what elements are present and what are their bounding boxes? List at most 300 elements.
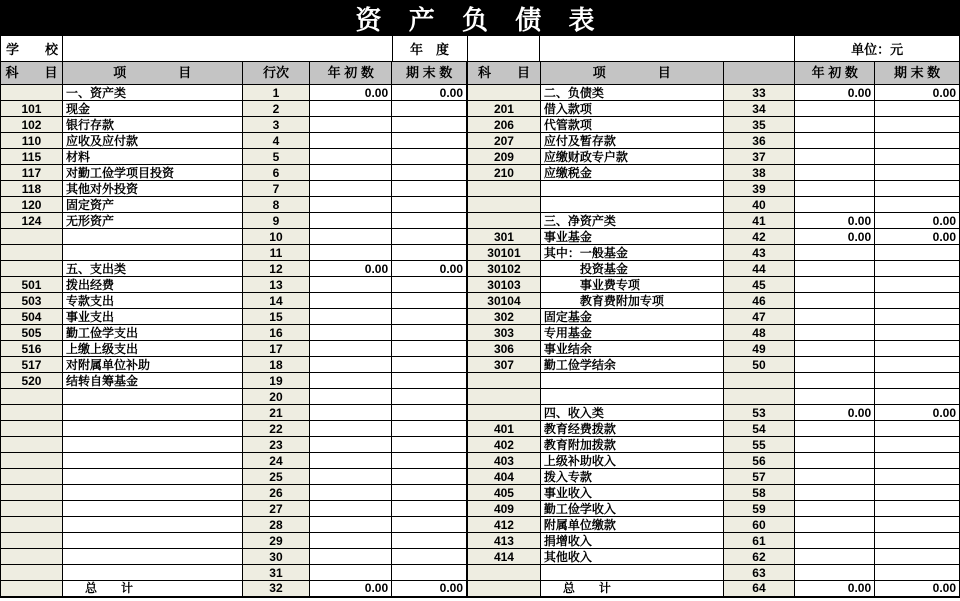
subject-code-cell[interactable]: 412 <box>468 517 541 533</box>
begin-value-cell[interactable] <box>310 309 392 325</box>
begin-value-cell[interactable] <box>795 101 875 117</box>
end-value-cell[interactable] <box>875 517 960 533</box>
row-number-cell[interactable]: 57 <box>723 469 795 485</box>
begin-value-cell[interactable] <box>795 389 875 405</box>
subject-code-cell[interactable] <box>468 373 541 389</box>
item-cell[interactable] <box>62 389 242 405</box>
item-cell[interactable]: 三、净资产类 <box>540 213 723 229</box>
rowno-header[interactable]: 行次 <box>242 62 310 85</box>
subject-code-cell[interactable]: 206 <box>468 117 541 133</box>
subject-code-cell[interactable] <box>1 533 63 549</box>
item-cell[interactable]: 二、负债类 <box>540 85 723 101</box>
item-cell[interactable]: 四、收入类 <box>540 405 723 421</box>
begin-value-cell[interactable]: 0.00 <box>795 405 875 421</box>
begin-value-cell[interactable] <box>795 549 875 565</box>
year-value-cell[interactable] <box>468 36 541 61</box>
item-cell[interactable] <box>540 565 723 581</box>
subject-code-cell[interactable]: 101 <box>1 101 63 117</box>
begin-value-cell[interactable] <box>310 277 392 293</box>
item-cell[interactable]: 结转自筹基金 <box>62 373 242 389</box>
item-cell[interactable]: 总 计 <box>62 581 242 597</box>
begin-value-cell[interactable] <box>310 117 392 133</box>
end-value-cell[interactable] <box>875 565 960 581</box>
row-number-cell[interactable]: 64 <box>723 581 795 597</box>
item-cell[interactable]: 拨出经费 <box>62 277 242 293</box>
begin-value-cell[interactable] <box>795 181 875 197</box>
end-value-cell[interactable] <box>875 325 960 341</box>
begin-value-cell[interactable] <box>310 149 392 165</box>
subject-code-cell[interactable] <box>1 485 63 501</box>
begin-value-cell[interactable] <box>310 485 392 501</box>
row-number-cell[interactable]: 18 <box>242 357 310 373</box>
item-cell[interactable] <box>62 405 242 421</box>
item-cell[interactable]: 现金 <box>62 101 242 117</box>
item-cell[interactable]: 教育经费拨款 <box>540 421 723 437</box>
item-cell[interactable]: 事业结余 <box>540 341 723 357</box>
item-cell[interactable]: 总 计 <box>540 581 723 597</box>
item-cell[interactable]: 教育费附加专项 <box>540 293 723 309</box>
subject-code-cell[interactable] <box>1 549 63 565</box>
end-value-cell[interactable] <box>392 133 467 149</box>
begin-value-cell[interactable] <box>795 373 875 389</box>
subject-code-cell[interactable] <box>1 421 63 437</box>
subject-code-cell[interactable] <box>1 565 63 581</box>
begin-value-cell[interactable] <box>310 325 392 341</box>
subject-code-cell[interactable]: 30103 <box>468 277 541 293</box>
end-value-cell[interactable] <box>875 261 960 277</box>
row-number-cell[interactable]: 50 <box>723 357 795 373</box>
item-cell[interactable]: 对勤工俭学项目投资 <box>62 165 242 181</box>
row-number-cell[interactable]: 23 <box>242 437 310 453</box>
row-number-cell[interactable]: 27 <box>242 501 310 517</box>
subject-code-cell[interactable]: 401 <box>468 421 541 437</box>
subject-code-cell[interactable] <box>1 389 63 405</box>
row-number-cell[interactable]: 56 <box>723 453 795 469</box>
end-value-cell[interactable] <box>392 325 467 341</box>
begin-value-cell[interactable] <box>310 469 392 485</box>
row-number-cell[interactable]: 33 <box>723 85 795 101</box>
begin-value-cell[interactable] <box>310 533 392 549</box>
row-number-cell[interactable]: 17 <box>242 341 310 357</box>
info-blank-cell[interactable] <box>540 36 795 61</box>
subject-code-cell[interactable]: 209 <box>468 149 541 165</box>
row-number-cell[interactable]: 29 <box>242 533 310 549</box>
item-cell[interactable] <box>62 453 242 469</box>
begin-value-cell[interactable] <box>795 261 875 277</box>
begin-value-cell[interactable] <box>310 229 392 245</box>
row-number-cell[interactable]: 34 <box>723 101 795 117</box>
end-value-cell[interactable] <box>392 517 467 533</box>
subject-code-cell[interactable]: 403 <box>468 453 541 469</box>
row-number-cell[interactable]: 46 <box>723 293 795 309</box>
subject-code-cell[interactable] <box>468 213 541 229</box>
end-value-cell[interactable] <box>392 229 467 245</box>
begin-value-cell[interactable] <box>310 549 392 565</box>
row-number-cell[interactable]: 31 <box>242 565 310 581</box>
end-value-cell[interactable] <box>392 101 467 117</box>
row-number-cell[interactable]: 32 <box>242 581 310 597</box>
item-cell[interactable] <box>62 549 242 565</box>
item-cell[interactable]: 事业支出 <box>62 309 242 325</box>
end-value-cell[interactable] <box>875 101 960 117</box>
end-value-cell[interactable] <box>875 533 960 549</box>
subject-code-cell[interactable] <box>1 437 63 453</box>
begin-value-cell[interactable] <box>310 453 392 469</box>
subject-code-cell[interactable]: 306 <box>468 341 541 357</box>
subject-code-cell[interactable]: 115 <box>1 149 63 165</box>
begin-header[interactable]: 年 初 数 <box>795 62 875 85</box>
begin-value-cell[interactable] <box>310 501 392 517</box>
begin-value-cell[interactable] <box>795 485 875 501</box>
item-cell[interactable] <box>62 565 242 581</box>
begin-value-cell[interactable]: 0.00 <box>310 581 392 597</box>
row-number-cell[interactable]: 45 <box>723 277 795 293</box>
row-number-cell[interactable]: 19 <box>242 373 310 389</box>
item-cell[interactable] <box>62 437 242 453</box>
row-number-cell[interactable]: 1 <box>242 85 310 101</box>
row-number-cell[interactable]: 26 <box>242 485 310 501</box>
item-cell[interactable] <box>540 389 723 405</box>
subject-code-cell[interactable] <box>1 581 63 597</box>
end-value-cell[interactable] <box>875 293 960 309</box>
end-value-cell[interactable] <box>875 389 960 405</box>
item-header[interactable]: 项 目 <box>62 62 242 85</box>
row-number-cell[interactable]: 20 <box>242 389 310 405</box>
subject-code-cell[interactable] <box>468 85 541 101</box>
row-number-cell[interactable]: 30 <box>242 549 310 565</box>
item-cell[interactable]: 固定资产 <box>62 197 242 213</box>
begin-value-cell[interactable] <box>795 277 875 293</box>
subject-code-cell[interactable]: 516 <box>1 341 63 357</box>
row-number-cell[interactable]: 38 <box>723 165 795 181</box>
end-value-cell[interactable] <box>875 245 960 261</box>
end-value-cell[interactable] <box>875 501 960 517</box>
row-number-cell[interactable]: 13 <box>242 277 310 293</box>
item-cell[interactable] <box>62 245 242 261</box>
begin-value-cell[interactable] <box>795 517 875 533</box>
end-value-cell[interactable] <box>875 341 960 357</box>
item-cell[interactable]: 拨入专款 <box>540 469 723 485</box>
row-number-cell[interactable]: 12 <box>242 261 310 277</box>
item-cell[interactable]: 上缴上级支出 <box>62 341 242 357</box>
subject-code-cell[interactable]: 301 <box>468 229 541 245</box>
subject-code-cell[interactable] <box>1 245 63 261</box>
end-value-cell[interactable] <box>875 117 960 133</box>
item-cell[interactable]: 应缴税金 <box>540 165 723 181</box>
row-number-cell[interactable]: 24 <box>242 453 310 469</box>
item-cell[interactable]: 勤工俭学结余 <box>540 357 723 373</box>
subject-code-cell[interactable] <box>1 261 63 277</box>
end-value-cell[interactable] <box>392 181 467 197</box>
end-header[interactable]: 期 末 数 <box>392 62 467 85</box>
end-value-cell[interactable] <box>392 357 467 373</box>
row-number-cell[interactable]: 62 <box>723 549 795 565</box>
begin-value-cell[interactable] <box>310 373 392 389</box>
subject-code-cell[interactable] <box>1 501 63 517</box>
begin-value-cell[interactable] <box>310 165 392 181</box>
subject-code-cell[interactable] <box>1 469 63 485</box>
end-value-cell[interactable] <box>875 181 960 197</box>
subject-code-cell[interactable]: 520 <box>1 373 63 389</box>
row-number-cell[interactable]: 63 <box>723 565 795 581</box>
subject-code-cell[interactable]: 201 <box>468 101 541 117</box>
rowno-header[interactable] <box>723 62 795 85</box>
subject-code-cell[interactable]: 302 <box>468 309 541 325</box>
row-number-cell[interactable]: 48 <box>723 325 795 341</box>
subject-code-cell[interactable]: 404 <box>468 469 541 485</box>
subject-code-cell[interactable]: 409 <box>468 501 541 517</box>
end-value-cell[interactable] <box>875 373 960 389</box>
subject-code-cell[interactable] <box>1 229 63 245</box>
begin-value-cell[interactable]: 0.00 <box>795 85 875 101</box>
subject-code-cell[interactable] <box>468 197 541 213</box>
row-number-cell[interactable]: 58 <box>723 485 795 501</box>
subject-code-cell[interactable] <box>468 389 541 405</box>
end-value-cell[interactable]: 0.00 <box>875 581 960 597</box>
begin-value-cell[interactable] <box>310 565 392 581</box>
item-cell[interactable] <box>62 421 242 437</box>
subject-code-cell[interactable]: 124 <box>1 213 63 229</box>
row-number-cell[interactable]: 43 <box>723 245 795 261</box>
item-cell[interactable]: 应收及应付款 <box>62 133 242 149</box>
end-value-cell[interactable]: 0.00 <box>875 213 960 229</box>
end-value-cell[interactable] <box>392 293 467 309</box>
end-value-cell[interactable] <box>392 197 467 213</box>
begin-value-cell[interactable] <box>310 133 392 149</box>
end-value-cell[interactable]: 0.00 <box>392 261 467 277</box>
begin-value-cell[interactable] <box>310 405 392 421</box>
item-cell[interactable]: 一、资产类 <box>62 85 242 101</box>
end-value-cell[interactable] <box>875 357 960 373</box>
item-cell[interactable]: 代管款项 <box>540 117 723 133</box>
begin-value-cell[interactable]: 0.00 <box>795 229 875 245</box>
item-cell[interactable]: 教育附加拨款 <box>540 437 723 453</box>
subject-code-cell[interactable]: 30104 <box>468 293 541 309</box>
begin-value-cell[interactable] <box>795 421 875 437</box>
row-number-cell[interactable]: 49 <box>723 341 795 357</box>
row-number-cell[interactable]: 47 <box>723 309 795 325</box>
begin-value-cell[interactable] <box>310 245 392 261</box>
item-cell[interactable]: 其中：一般基金 <box>540 245 723 261</box>
end-value-cell[interactable] <box>392 533 467 549</box>
end-value-cell[interactable] <box>392 165 467 181</box>
subject-code-cell[interactable]: 504 <box>1 309 63 325</box>
subject-code-cell[interactable]: 413 <box>468 533 541 549</box>
subject-code-cell[interactable]: 303 <box>468 325 541 341</box>
row-number-cell[interactable] <box>723 389 795 405</box>
item-cell[interactable]: 事业收入 <box>540 485 723 501</box>
row-number-cell[interactable]: 4 <box>242 133 310 149</box>
subject-header[interactable]: 科 目 <box>1 62 63 85</box>
subject-code-cell[interactable]: 517 <box>1 357 63 373</box>
row-number-cell[interactable]: 54 <box>723 421 795 437</box>
subject-code-cell[interactable]: 110 <box>1 133 63 149</box>
begin-value-cell[interactable] <box>310 293 392 309</box>
begin-value-cell[interactable] <box>795 197 875 213</box>
subject-code-cell[interactable] <box>468 565 541 581</box>
subject-code-cell[interactable]: 117 <box>1 165 63 181</box>
subject-code-cell[interactable] <box>468 581 541 597</box>
row-number-cell[interactable]: 39 <box>723 181 795 197</box>
end-value-cell[interactable]: 0.00 <box>875 229 960 245</box>
row-number-cell[interactable]: 41 <box>723 213 795 229</box>
subject-code-cell[interactable] <box>468 181 541 197</box>
end-value-cell[interactable] <box>392 245 467 261</box>
row-number-cell[interactable]: 61 <box>723 533 795 549</box>
subject-code-cell[interactable]: 207 <box>468 133 541 149</box>
row-number-cell[interactable]: 37 <box>723 149 795 165</box>
item-cell[interactable]: 固定基金 <box>540 309 723 325</box>
row-number-cell[interactable]: 42 <box>723 229 795 245</box>
begin-value-cell[interactable] <box>795 325 875 341</box>
end-value-cell[interactable] <box>392 549 467 565</box>
subject-code-cell[interactable] <box>1 405 63 421</box>
item-cell[interactable]: 勤工俭学收入 <box>540 501 723 517</box>
begin-value-cell[interactable] <box>795 469 875 485</box>
end-value-cell[interactable] <box>875 277 960 293</box>
subject-code-cell[interactable]: 30102 <box>468 261 541 277</box>
row-number-cell[interactable]: 60 <box>723 517 795 533</box>
item-cell[interactable]: 应缴财政专户款 <box>540 149 723 165</box>
subject-code-cell[interactable]: 405 <box>468 485 541 501</box>
item-cell[interactable]: 材料 <box>62 149 242 165</box>
end-value-cell[interactable] <box>875 197 960 213</box>
end-value-cell[interactable]: 0.00 <box>875 85 960 101</box>
subject-code-cell[interactable]: 30101 <box>468 245 541 261</box>
row-number-cell[interactable]: 28 <box>242 517 310 533</box>
begin-value-cell[interactable] <box>795 453 875 469</box>
row-number-cell[interactable]: 55 <box>723 437 795 453</box>
item-cell[interactable]: 其他收入 <box>540 549 723 565</box>
subject-code-cell[interactable]: 102 <box>1 117 63 133</box>
begin-value-cell[interactable] <box>310 517 392 533</box>
end-value-cell[interactable] <box>875 437 960 453</box>
subject-code-cell[interactable]: 118 <box>1 181 63 197</box>
item-cell[interactable]: 借入款项 <box>540 101 723 117</box>
row-number-cell[interactable]: 2 <box>242 101 310 117</box>
item-cell[interactable] <box>540 181 723 197</box>
end-value-cell[interactable] <box>392 309 467 325</box>
item-cell[interactable]: 上级补助收入 <box>540 453 723 469</box>
row-number-cell[interactable]: 53 <box>723 405 795 421</box>
end-value-cell[interactable] <box>392 213 467 229</box>
item-cell[interactable]: 投资基金 <box>540 261 723 277</box>
begin-value-cell[interactable] <box>795 293 875 309</box>
begin-value-cell[interactable] <box>310 101 392 117</box>
begin-value-cell[interactable] <box>795 437 875 453</box>
item-cell[interactable] <box>62 533 242 549</box>
item-cell[interactable]: 事业费专项 <box>540 277 723 293</box>
end-value-cell[interactable] <box>392 437 467 453</box>
subject-code-cell[interactable]: 210 <box>468 165 541 181</box>
row-number-cell[interactable]: 10 <box>242 229 310 245</box>
item-cell[interactable]: 对附属单位补助 <box>62 357 242 373</box>
end-value-cell[interactable] <box>392 373 467 389</box>
item-cell[interactable]: 专款支出 <box>62 293 242 309</box>
begin-value-cell[interactable] <box>795 133 875 149</box>
begin-value-cell[interactable] <box>795 149 875 165</box>
row-number-cell[interactable]: 14 <box>242 293 310 309</box>
end-value-cell[interactable]: 0.00 <box>392 581 467 597</box>
row-number-cell[interactable]: 7 <box>242 181 310 197</box>
item-cell[interactable]: 无形资产 <box>62 213 242 229</box>
end-value-cell[interactable] <box>392 149 467 165</box>
row-number-cell[interactable]: 40 <box>723 197 795 213</box>
row-number-cell[interactable]: 25 <box>242 469 310 485</box>
row-number-cell[interactable]: 15 <box>242 309 310 325</box>
end-value-cell[interactable] <box>875 485 960 501</box>
begin-value-cell[interactable] <box>795 165 875 181</box>
begin-value-cell[interactable] <box>310 181 392 197</box>
row-number-cell[interactable]: 6 <box>242 165 310 181</box>
begin-value-cell[interactable] <box>310 421 392 437</box>
end-value-cell[interactable]: 0.00 <box>392 85 467 101</box>
school-label-cell[interactable]: 学 校 <box>1 36 63 61</box>
begin-value-cell[interactable] <box>795 341 875 357</box>
item-cell[interactable] <box>540 197 723 213</box>
end-value-cell[interactable] <box>875 469 960 485</box>
begin-value-cell[interactable] <box>310 357 392 373</box>
row-number-cell[interactable]: 8 <box>242 197 310 213</box>
item-cell[interactable]: 专用基金 <box>540 325 723 341</box>
item-cell[interactable]: 其他对外投资 <box>62 181 242 197</box>
end-value-cell[interactable] <box>392 405 467 421</box>
end-value-cell[interactable] <box>875 549 960 565</box>
subject-code-cell[interactable] <box>1 517 63 533</box>
subject-code-cell[interactable] <box>1 453 63 469</box>
end-value-cell[interactable] <box>392 501 467 517</box>
item-cell[interactable]: 应付及暂存款 <box>540 133 723 149</box>
begin-value-cell[interactable] <box>310 341 392 357</box>
begin-value-cell[interactable] <box>310 389 392 405</box>
subject-code-cell[interactable] <box>468 405 541 421</box>
row-number-cell[interactable]: 9 <box>242 213 310 229</box>
end-value-cell[interactable] <box>392 117 467 133</box>
end-value-cell[interactable] <box>875 309 960 325</box>
item-cell[interactable] <box>62 501 242 517</box>
end-value-cell[interactable] <box>875 453 960 469</box>
begin-value-cell[interactable] <box>795 501 875 517</box>
item-cell[interactable] <box>62 517 242 533</box>
subject-code-cell[interactable]: 307 <box>468 357 541 373</box>
subject-code-cell[interactable]: 414 <box>468 549 541 565</box>
item-cell[interactable] <box>540 373 723 389</box>
end-value-cell[interactable] <box>392 469 467 485</box>
end-value-cell[interactable] <box>392 277 467 293</box>
end-value-cell[interactable] <box>875 421 960 437</box>
begin-value-cell[interactable]: 0.00 <box>310 261 392 277</box>
subject-code-cell[interactable] <box>1 85 63 101</box>
end-value-cell[interactable] <box>875 149 960 165</box>
begin-value-cell[interactable] <box>310 197 392 213</box>
end-value-cell[interactable] <box>392 421 467 437</box>
begin-value-cell[interactable] <box>310 213 392 229</box>
end-value-cell[interactable] <box>392 389 467 405</box>
begin-value-cell[interactable] <box>795 117 875 133</box>
row-number-cell[interactable]: 36 <box>723 133 795 149</box>
end-value-cell[interactable] <box>392 453 467 469</box>
end-value-cell[interactable]: 0.00 <box>875 405 960 421</box>
item-cell[interactable] <box>62 485 242 501</box>
end-header[interactable]: 期 末 数 <box>875 62 960 85</box>
row-number-cell[interactable]: 3 <box>242 117 310 133</box>
begin-value-cell[interactable]: 0.00 <box>795 581 875 597</box>
unit-label-cell[interactable]: 单位：元 <box>795 36 960 61</box>
begin-value-cell[interactable] <box>795 357 875 373</box>
item-cell[interactable]: 事业基金 <box>540 229 723 245</box>
row-number-cell[interactable]: 35 <box>723 117 795 133</box>
end-value-cell[interactable] <box>392 341 467 357</box>
